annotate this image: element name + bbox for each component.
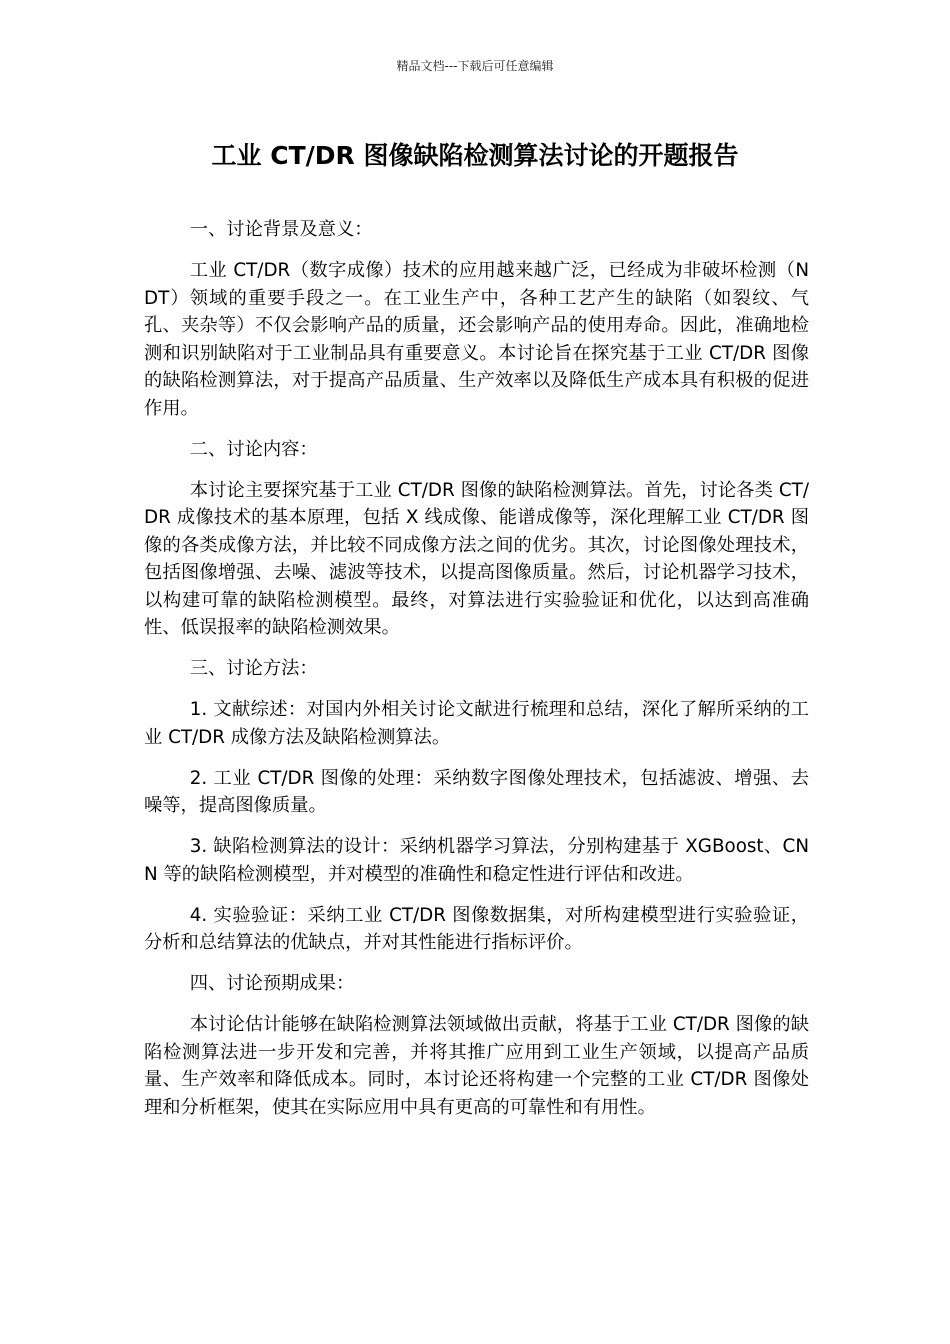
document-body	[144, 216, 809, 1135]
method-item-experiment: 4. 实验验证：采纳工业 CT/DR 图像数据集，对所构建模型进行实验验证，分析和总结算法的优缺点，并对其性能进行指标评价。	[144, 904, 809, 953]
method-item-image-processing: 2. 工业 CT/DR 图像的处理：采纳数字图像处理技术，包括滤波、增强、去噪等，提高图像质量。	[144, 767, 809, 816]
method-item-algorithm-design: 3. 缺陷检测算法的设计：采纳机器学习算法，分别构建基于 XGBoost、CNN 等的缺陷检测模型，并对模型的准确性和稳定性进行评估和改进。	[144, 836, 809, 885]
section-heading-methods: 三、讨论方法：	[189, 658, 318, 679]
section-heading-background: 一、讨论背景及意义：	[189, 219, 373, 240]
paragraph-background: 工业 CT/DR（数字成像）技术的应用越来越广泛，已经成为非破坏检测（NDT）领域的重要手段之一。在工业生产中，各种工艺产生的缺陷（如裂纹、气孔、夹杂等）不仅会影响产品的质量，还会影响产品的使用寿命。因此，准确地检测和识别缺陷对于工业制品具有重要意义。本讨论旨在探究基于工业 CT/DR 图像的缺陷检测算法，对于提高产品质量、生产效率以及降低生产成本具有积极的促进作用。	[144, 260, 809, 419]
paragraph-expected-results: 本讨论估计能够在缺陷检测算法领域做出贡献，将基于工业 CT/DR 图像的缺陷检测算法进一步开发和完善，并将其推广应用到工业生产领域，以提高产品质量、生产效率和降低成本。同时，本讨论还将构建一个完整的工业 CT/DR 图像处理和分析框架，使其在实际应用中具有更高的可靠性和有用性。	[144, 1014, 809, 1118]
document-title: 工业 CT/DR 图像缺陷检测算法讨论的开题报告	[211, 141, 739, 170]
section-heading-content: 二、讨论内容：	[189, 438, 318, 460]
method-item-literature-review: 1. 文献综述：对国内外相关讨论文献进行梳理和总结，深化了解所采纳的工业 CT/DR 成像方法及缺陷检测算法。	[144, 699, 809, 748]
paragraph-content: 本讨论主要探究基于工业 CT/DR 图像的缺陷检测算法。首先，讨论各类 CT/DR 成像技术的基本原理，包括 X 线成像、能谱成像等，深化理解工业 CT/DR 图像的各类成像方法，并比较不同成像方法之间的优劣。其次，讨论图像处理技术，包括图像增强、去噪、滤波等技术，以提高图像质量。然后，讨论机器学习技术，以构建可靠的缺陷检测模型。最终，对算法进行实验验证和优化，以达到高准确性、低误报率的缺陷检测效果。	[144, 479, 809, 638]
section-heading-expected-results: 四、讨论预期成果：	[189, 973, 355, 994]
header-note: 精品文档---下载后可任意编辑	[396, 59, 554, 73]
